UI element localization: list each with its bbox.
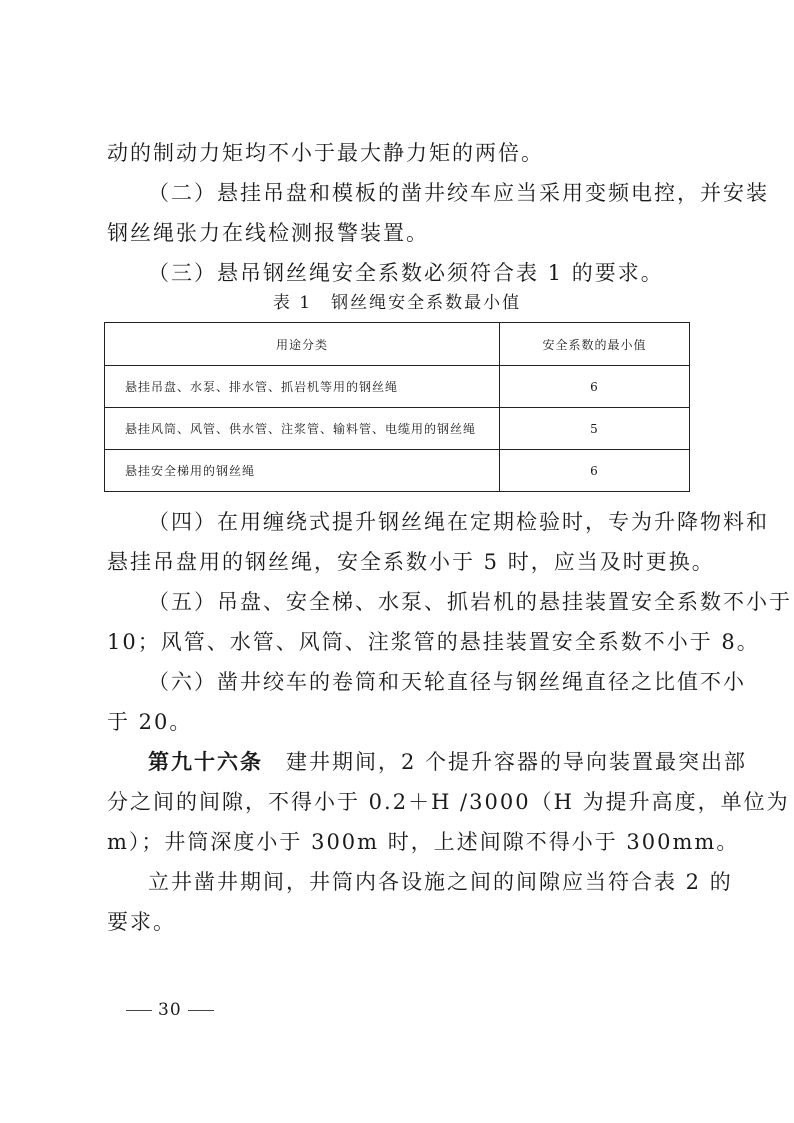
paragraph-line: （二）悬挂吊盘和模板的凿井绞车应当采用变频电控，并安装 — [148, 181, 769, 205]
table-row — [105, 450, 690, 492]
paragraph-line: （四）在用缠绕式提升钢丝绳在定期检验时，专为升降物料和 — [148, 510, 769, 534]
table-cell: 悬挂风筒、风管、供水管、注浆管、输料管、电缆用的钢丝绳 — [105, 408, 500, 450]
dash-decoration — [188, 1010, 214, 1011]
article-title: 第九十六条 — [148, 750, 263, 774]
paragraph-line: 要求。 — [107, 910, 176, 934]
paragraph-line: 于 20。 — [107, 710, 193, 734]
paragraph-line: 悬挂吊盘用的钢丝绳，安全系数小于 5 时，应当及时更换。 — [107, 550, 715, 574]
paragraph-line: 10；风管、水管、风筒、注浆管的悬挂装置安全系数不小于 8。 — [107, 630, 760, 654]
table-cell: 5 — [500, 408, 690, 450]
table-caption: 表 1 钢丝绳安全系数最小值 — [272, 293, 522, 313]
table-header-row — [105, 323, 690, 366]
paragraph-line: 分之间的间隙，不得小于 0.2＋H /3000（H 为提升高度，单位为 — [107, 790, 790, 814]
paragraph-line: 钢丝绳张力在线检测报警装置。 — [107, 221, 429, 245]
table-cell: 6 — [500, 366, 690, 408]
paragraph-line: 动的制动力矩均不小于最大静力矩的两倍。 — [107, 141, 544, 165]
paragraph-line: （五）吊盘、安全梯、水泵、抓岩机的悬挂装置安全系数不小于 — [148, 590, 792, 614]
table-cell: 悬挂吊盘、水泵、排水管、抓岩机等用的钢丝绳 — [105, 366, 500, 408]
table-cell: 悬挂安全梯用的钢丝绳 — [105, 450, 500, 492]
table-header-cell: 安全系数的最小值 — [500, 323, 690, 366]
page-number-value: 30 — [158, 1000, 182, 1020]
table-row — [105, 408, 690, 450]
paragraph-line: m）；井筒深度小于 300m 时，上述间隙不得小于 300mm。 — [107, 830, 740, 854]
table-row — [105, 366, 690, 408]
dash-decoration — [126, 1010, 152, 1011]
article-line — [148, 748, 748, 776]
table-cell: 6 — [500, 450, 690, 492]
page-number — [120, 1000, 220, 1020]
paragraph-line: （三）悬吊钢丝绳安全系数必须符合表 1 的要求。 — [148, 261, 664, 285]
safety-factor-table — [104, 322, 690, 492]
paragraph-line: （六）凿井绞车的卷筒和天轮直径与钢丝绳直径之比值不小 — [148, 670, 746, 694]
article-text: 建井期间，2 个提升容器的导向装置最突出部 — [263, 750, 748, 774]
table-header-cell: 用途分类 — [105, 323, 500, 366]
paragraph-line: 立井凿井期间，井筒内各设施之间的间隙应当符合表 2 的 — [148, 870, 733, 894]
